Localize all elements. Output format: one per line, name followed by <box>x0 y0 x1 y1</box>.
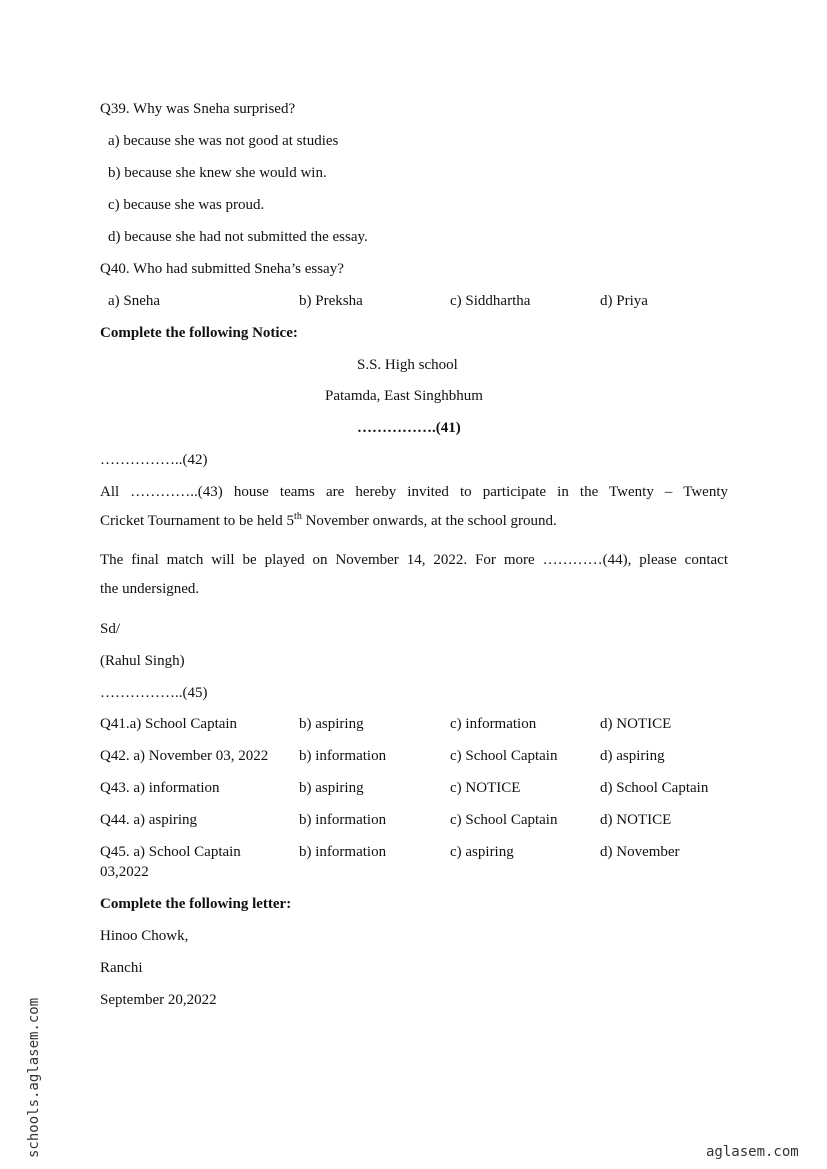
mcq-option: b) information <box>299 844 387 860</box>
mcq-option: b) aspiring <box>299 716 364 732</box>
q40-option-b: b) Preksha <box>299 293 363 309</box>
letter-address-line-2: Ranchi <box>100 960 143 976</box>
notice-paragraph-2-line-2: the undersigned. <box>100 581 200 597</box>
q39-option-d: d) because she had not submitted the essay. <box>108 229 368 245</box>
footer-watermark: aglasem.com <box>706 1144 799 1160</box>
mcq-option-wrap: 03,2022 <box>100 864 149 880</box>
mcq-option: d) School Captain <box>600 780 709 796</box>
q40-question: Q40. Who had submitted Sneha’s essay? <box>100 261 344 277</box>
q39-option-b: b) because she knew she would win. <box>108 165 327 181</box>
notice-heading: Complete the following Notice: <box>100 325 298 341</box>
notice-paragraph-1-text-end: November onwards, at the school ground. <box>301 513 557 529</box>
q39-option-c: c) because she was proud. <box>108 197 265 213</box>
mcq-option: d) November <box>600 844 680 860</box>
notice-signatory-name: (Rahul Singh) <box>100 653 185 669</box>
mcq-option: c) information <box>450 716 537 732</box>
q39-option-a: a) because she was not good at studies <box>108 133 339 149</box>
side-watermark: schools.aglasem.com <box>26 997 42 1158</box>
mcq-option: d) NOTICE <box>600 812 672 828</box>
mcq-option: c) NOTICE <box>450 780 521 796</box>
q40-option-c: c) Siddhartha <box>450 293 531 309</box>
q40-option-a: a) Sneha <box>108 293 161 309</box>
mcq-option: Q45. a) School Captain <box>100 844 241 860</box>
q39-question: Q39. Why was Sneha surprised? <box>100 101 296 117</box>
mcq-option: b) aspiring <box>299 780 364 796</box>
notice-paragraph-1-line-2 <box>100 511 557 531</box>
mcq-option: c) School Captain <box>450 812 558 828</box>
q40-option-d: d) Priya <box>600 293 648 309</box>
notice-paragraph-1-line-1: All …………..(43) house teams are hereby invited to participate in the Twenty – Twenty <box>100 484 728 500</box>
letter-address-line-1: Hinoo Chowk, <box>100 928 189 944</box>
mcq-option: Q42. a) November 03, 2022 <box>100 748 269 764</box>
notice-paragraph-1-text: Cricket Tournament to be held 5 <box>100 513 295 529</box>
notice-signature: Sd/ <box>100 621 121 637</box>
mcq-option: c) aspiring <box>450 844 514 860</box>
notice-paragraph-2-line-1: The final match will be played on November 14, 2022. For more …………(44), please contact <box>100 552 728 568</box>
mcq-option: Q43. a) information <box>100 780 220 796</box>
mcq-option: b) information <box>299 748 387 764</box>
notice-blank-45: ……………..(45) <box>100 685 208 701</box>
letter-heading: Complete the following letter: <box>100 896 292 912</box>
ordinal-suffix: th <box>294 511 302 522</box>
notice-school-address: Patamda, East Singhbhum <box>325 388 483 404</box>
notice-blank-42: ……………..(42) <box>100 452 208 468</box>
mcq-option: b) information <box>299 812 387 828</box>
letter-date: September 20,2022 <box>100 992 217 1008</box>
mcq-option: Q44. a) aspiring <box>100 812 198 828</box>
mcq-option: d) NOTICE <box>600 716 672 732</box>
mcq-option: d) aspiring <box>600 748 665 764</box>
notice-blank-41: …………….(41) <box>357 420 461 436</box>
mcq-option: Q41.a) School Captain <box>100 716 238 732</box>
notice-school-name: S.S. High school <box>357 357 458 373</box>
mcq-option: c) School Captain <box>450 748 558 764</box>
